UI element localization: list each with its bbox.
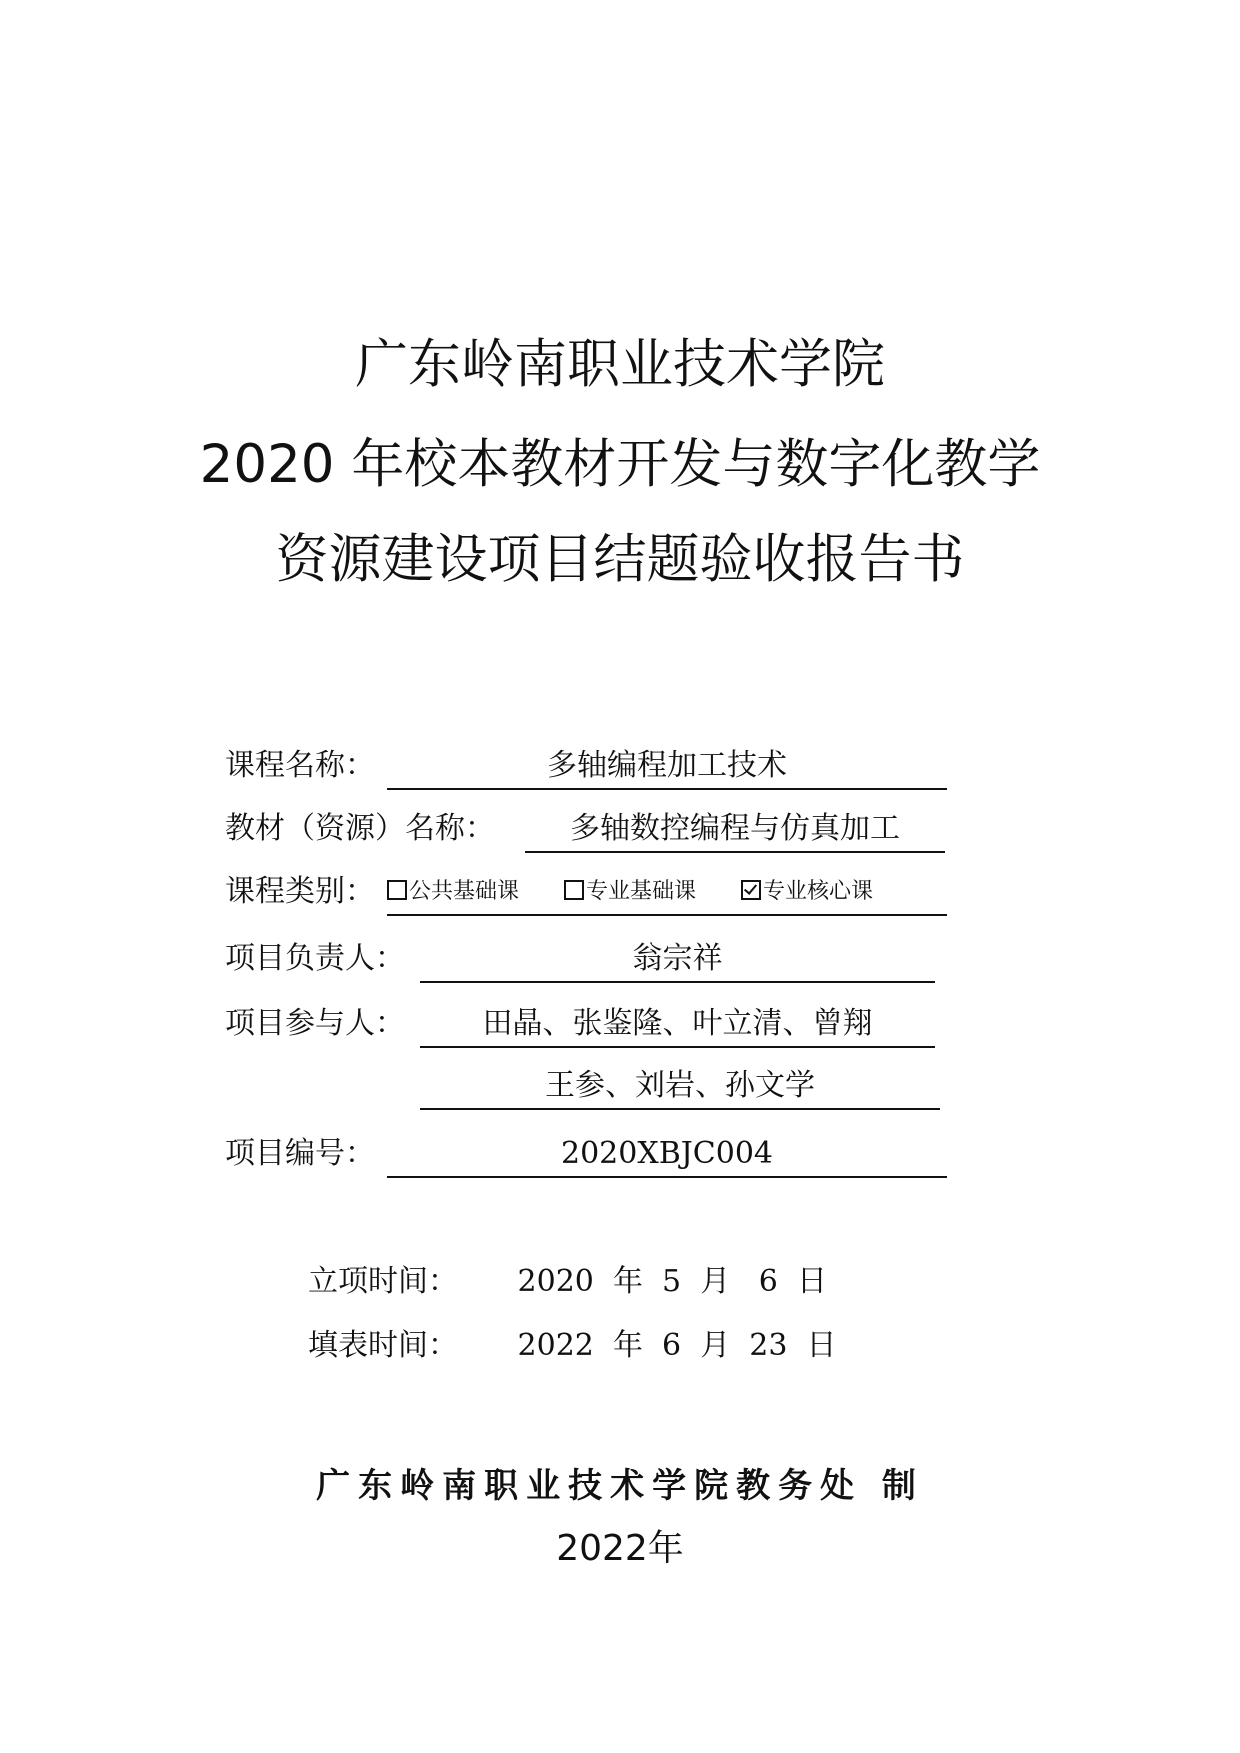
participants-field-line1[interactable]: 田晶、张鉴隆、叶立清、曾翔 — [420, 1000, 935, 1048]
option-label: 专业核心课 — [763, 879, 874, 904]
option-public-basic[interactable] — [387, 868, 519, 916]
title-line-1: 广东岭南职业技术学院 — [355, 334, 885, 395]
checkbox-icon[interactable] — [564, 880, 584, 900]
option-label: 专业基础课 — [586, 879, 697, 904]
fill-date-row — [308, 1322, 837, 1372]
course-type-options — [387, 868, 947, 916]
issuing-office: 广东岭南职业技术学院教务处 制 — [316, 1466, 924, 1506]
leader-field[interactable]: 翁宗祥 — [420, 935, 935, 983]
checked-checkbox-icon[interactable] — [741, 880, 761, 900]
course-name-field[interactable]: 多轴编程加工技术 — [387, 742, 947, 790]
option-major-core[interactable] — [741, 868, 873, 916]
material-name-label: 教材（资源）名称： — [225, 811, 495, 846]
material-name-field[interactable]: 多轴数控编程与仿真加工 — [525, 805, 945, 853]
course-type-label: 课程类别： — [225, 874, 375, 909]
footer-year: 2022年 — [556, 1528, 684, 1569]
checkbox-icon[interactable] — [387, 880, 407, 900]
title-line-2: 2020 年校本教材开发与数字化教学 — [199, 434, 1041, 495]
option-label: 公共基础课 — [409, 879, 520, 904]
fill-date-label: 填表时间： — [308, 1328, 458, 1363]
course-name-label: 课程名称： — [225, 748, 375, 783]
participants-field-line2[interactable]: 王参、刘岩、孙文学 — [420, 1062, 940, 1110]
title-line-3: 资源建设项目结题验收报告书 — [275, 529, 965, 590]
leader-label: 项目负责人： — [225, 941, 405, 976]
participants-label: 项目参与人： — [225, 1006, 405, 1041]
start-date-label: 立项时间： — [308, 1264, 458, 1299]
start-date-row — [308, 1258, 827, 1308]
fill-date-value: 2022 年 6 月 23 日 — [517, 1328, 837, 1363]
option-major-basic[interactable] — [564, 868, 696, 916]
project-no-field[interactable]: 2020XBJC004 — [387, 1130, 947, 1178]
project-no-label: 项目编号： — [225, 1136, 375, 1171]
start-date-value: 2020 年 5 月 6 日 — [517, 1264, 827, 1299]
